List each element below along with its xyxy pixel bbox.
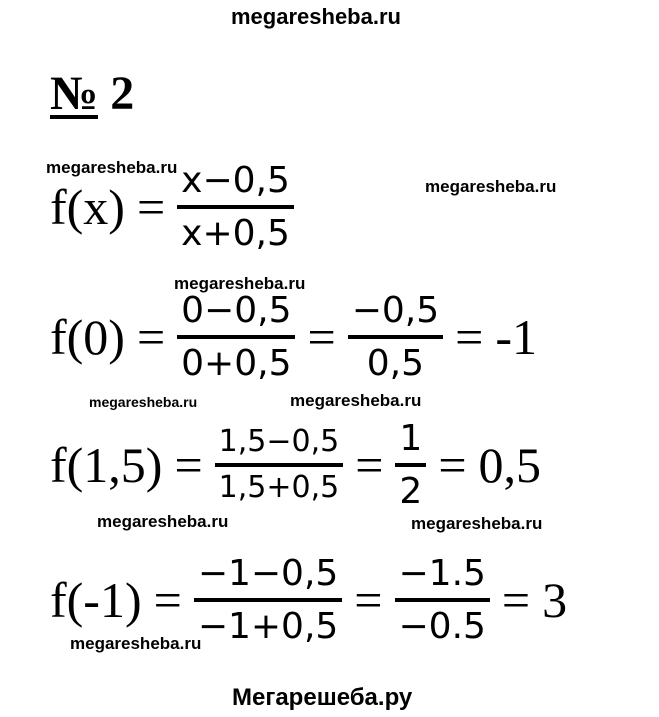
equation-f-1: [50, 553, 567, 648]
fraction: [395, 553, 490, 648]
fraction-bar: [177, 335, 295, 339]
fraction-denominator: 0,5: [366, 343, 425, 385]
equation-result: -1: [495, 309, 537, 366]
watermark: megaresheba.ru: [89, 394, 198, 410]
equation-lhs: f(x): [50, 179, 125, 236]
equation-result: 0,5: [478, 437, 542, 494]
equation-definition: [50, 160, 294, 255]
fraction-bar: [215, 463, 344, 467]
equals-sign: =: [136, 179, 166, 236]
equals-sign: =: [455, 309, 484, 366]
fraction-denominator: x+0,5: [181, 213, 290, 255]
fraction: [395, 418, 426, 513]
fraction-bar: [395, 463, 426, 467]
equation-lhs: f(1,5): [50, 437, 163, 494]
watermark-bottom: Мегарешеба.ру: [232, 684, 413, 711]
watermark-top: megaresheba.ru: [231, 4, 401, 29]
equals-sign: =: [501, 572, 531, 629]
fraction-bar: [194, 598, 342, 602]
equation-result: 3: [542, 572, 568, 629]
watermark: megaresheba.ru: [411, 514, 543, 533]
equals-sign: =: [153, 572, 182, 629]
fraction: [194, 553, 342, 648]
watermark: megaresheba.ru: [174, 274, 306, 293]
watermark: megaresheba.ru: [97, 512, 229, 531]
fraction: [215, 425, 344, 506]
equation-lhs: f(-1): [50, 572, 142, 629]
fraction-denominator: 1,5+0,5: [218, 470, 340, 506]
problem-heading: [50, 67, 135, 120]
equals-sign: =: [307, 309, 336, 366]
equals-sign: =: [174, 437, 203, 494]
fraction-numerator: −1.5: [398, 553, 486, 594]
watermark: megaresheba.ru: [290, 391, 422, 410]
equation-f0: [50, 290, 537, 385]
watermark: megaresheba.ru: [70, 634, 202, 653]
fraction-numerator: −0,5: [351, 290, 440, 331]
watermark: megaresheba.ru: [425, 177, 557, 196]
fraction-denominator: −1+0,5: [197, 606, 339, 648]
equals-sign: =: [355, 437, 384, 494]
watermark: megaresheba.ru: [46, 158, 178, 177]
fraction-denominator: −0.5: [398, 606, 486, 648]
problem-number: 2: [110, 67, 135, 120]
fraction: [348, 290, 443, 385]
fraction-bar: [348, 335, 443, 339]
fraction: [177, 160, 294, 255]
fraction-numerator: x−0,5: [181, 160, 290, 201]
fraction-numerator: 1: [399, 418, 423, 459]
fraction-bar: [395, 598, 490, 602]
fraction-numerator: 1,5−0,5: [218, 423, 340, 459]
fraction-numerator: −1−0,5: [197, 553, 339, 594]
fraction-denominator: 2: [399, 471, 423, 513]
number-sign: №: [50, 67, 99, 120]
equals-sign: =: [354, 572, 383, 629]
equation-f1-5: [50, 418, 541, 513]
equals-sign: =: [438, 437, 467, 494]
fraction: [177, 290, 295, 385]
fraction-numerator: 0−0,5: [181, 290, 292, 331]
equation-lhs: f(0): [50, 309, 125, 366]
fraction-bar: [177, 205, 294, 209]
equals-sign: =: [136, 309, 166, 366]
fraction-denominator: 0+0,5: [181, 343, 292, 385]
